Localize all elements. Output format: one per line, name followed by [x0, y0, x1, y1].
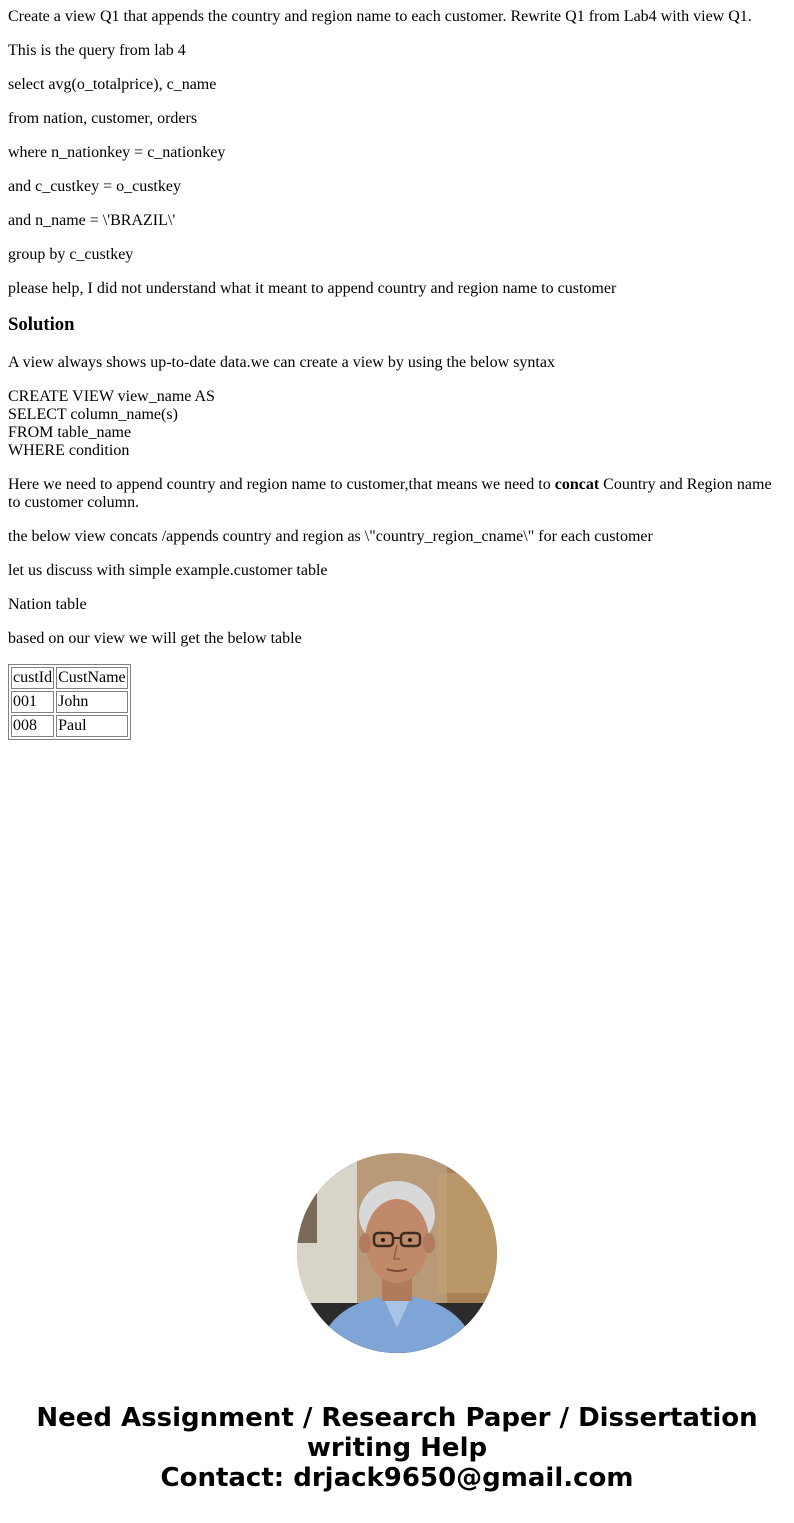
tutor-portrait-image [297, 1153, 497, 1353]
table-row [11, 715, 128, 737]
table-cell: John [56, 691, 128, 713]
result-table-label: based on our view we will get the below table [8, 630, 302, 647]
syntax-line: CREATE VIEW view_name AS [8, 388, 215, 405]
nation-table-label: Nation table [8, 596, 87, 613]
query-line: and c_custkey = o_custkey [8, 178, 181, 195]
concat-note: the below view concats /appends country and region as \"country_region_cname\" for each customer [8, 528, 653, 545]
question-intro: This is the query from lab 4 [8, 42, 186, 59]
article-content [8, 8, 786, 740]
table-header-cell: custId [11, 667, 54, 689]
syntax-line: WHERE condition [8, 442, 130, 459]
query-line: select avg(o_totalprice), c_name [8, 76, 217, 93]
append-explanation [8, 476, 786, 512]
syntax-line: SELECT column_name(s) [8, 406, 178, 423]
concat-keyword: concat [554, 476, 600, 493]
query-line: group by c_custkey [8, 246, 134, 263]
view-intro: A view always shows up-to-date data.we can create a view by using the below syntax [8, 354, 555, 371]
promo-banner [0, 1403, 794, 1493]
tutor-avatar [297, 1153, 497, 1353]
promo-line: writing Help [306, 1433, 488, 1463]
syntax-block [8, 388, 786, 460]
table-cell: 001 [11, 691, 54, 713]
promo-contact: Contact: drjack9650@gmail.com [160, 1463, 634, 1493]
promo-line: Need Assignment / Research Paper / Dissertation [36, 1403, 758, 1433]
table-cell: 008 [11, 715, 54, 737]
example-intro: let us discuss with simple example.customer table [8, 562, 328, 579]
result-table [8, 664, 131, 740]
append-text-before: Here we need to append country and region name to customer,that means we need to [8, 476, 555, 493]
query-line: and n_name = \'BRAZIL\' [8, 212, 176, 229]
table-cell: Paul [56, 715, 128, 737]
question-help: please help, I did not understand what it meant to append country and region name to customer [8, 280, 617, 297]
syntax-line: FROM table_name [8, 424, 132, 441]
table-header-cell: CustName [56, 667, 128, 689]
append-text-after: Country and Region name to customer column. [8, 476, 772, 511]
solution-heading: Solution [8, 314, 75, 335]
question-prompt: Create a view Q1 that appends the country and region name to each customer. Rewrite Q1 from Lab4 with view Q1. [8, 8, 752, 25]
table-row [11, 691, 128, 713]
query-line: from nation, customer, orders [8, 110, 198, 127]
table-header-row [11, 667, 128, 689]
query-line: where n_nationkey = c_nationkey [8, 144, 226, 161]
